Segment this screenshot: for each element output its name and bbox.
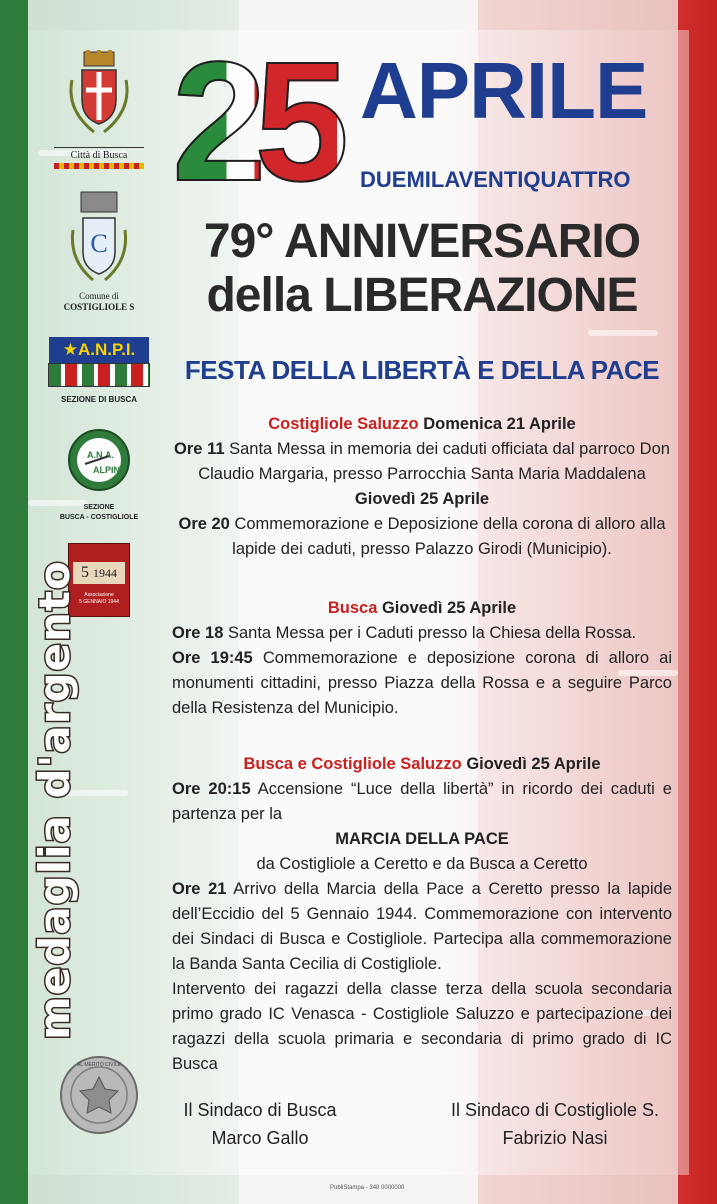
- alpini-caption-2: BUSCA - COSTIGLIOLE: [59, 514, 139, 521]
- section3-time2: Ore 21: [172, 880, 227, 898]
- section1-time2: Ore 20: [178, 515, 230, 533]
- gennaio-number: 5: [81, 564, 89, 581]
- section3-text3: Intervento dei ragazzi della classe terza della scuola secondaria primo grado IC Venasca - Costigliole Saluzzo e partecipazione dei ragazzi della scuola primaria e secondaria di primo grado di IC Busca: [172, 980, 672, 1073]
- section2-time1: Ore 18: [172, 624, 224, 642]
- signature-left-name: Marco Gallo: [211, 1128, 309, 1148]
- signature-right-name: Fabrizio Nasi: [502, 1128, 608, 1148]
- marcia-title: MARCIA DELLA PACE: [335, 830, 509, 848]
- anpi-label: ★A.N.P.I.: [49, 337, 149, 363]
- section2-text1: Santa Messa per i Caduti presso la Chiesa della Rossa.: [227, 624, 637, 642]
- silver-medal-icon: [59, 1055, 139, 1135]
- anpi-logo: [44, 337, 154, 405]
- section3-place: Busca e Costigliole Saluzzo: [243, 755, 462, 773]
- alpini-a: A.N.A.: [87, 450, 114, 460]
- section1-time1: Ore 11: [174, 440, 225, 458]
- busca-caption: Città di Busca: [70, 150, 128, 161]
- section-costigliole: [172, 412, 672, 562]
- merito-civile-coin: [44, 1055, 154, 1140]
- anniversary-title: [172, 215, 672, 323]
- section2-time2: Ore 19:45: [172, 649, 253, 667]
- anniversary-line-1: 79° ANNIVERSARIO: [203, 215, 641, 268]
- section1-date: Domenica 21 Aprile: [423, 415, 576, 433]
- section3-text2: Arrivo della Marcia della Pace a Ceretto presso la lapide dell’Eccidio del 5 Gennaio 1944. Commemorazione con intervento dei Sindaci di Busca e Costigliole. Partecipa alla commemorazione la Banda Santa Cecilia di Costigliole.: [172, 880, 672, 973]
- section-busca-costigliole: [172, 752, 672, 1077]
- alpini-caption-1: SEZIONE: [83, 504, 115, 511]
- svg-text:C: C: [90, 229, 108, 258]
- section-busca: [172, 596, 672, 721]
- day-number: 25: [172, 27, 338, 217]
- anniversary-line-2: della LIBERAZIONE: [206, 269, 638, 322]
- printer-credit: PubliStampa - 348 0000000: [330, 1185, 405, 1191]
- month-title: APRILE: [360, 46, 648, 135]
- section1-place: Costigliole Saluzzo: [268, 415, 419, 433]
- festa-subtitle: FESTA DELLA LIBERTÀ E DELLA PACE: [184, 355, 660, 385]
- section3-text1: Accensione “Luce della libertà” in ricordo dei caduti e partenza per la: [172, 780, 672, 823]
- crown-shield-icon: [64, 50, 134, 140]
- section2-place: Busca: [327, 599, 378, 617]
- alpini-badge-icon: [67, 428, 131, 492]
- signature-right-title: Il Sindaco di Costigliole S.: [450, 1100, 660, 1120]
- costigliole-coat-of-arms: [44, 190, 154, 313]
- anpi-caption: SEZIONE DI BUSCA: [60, 395, 137, 404]
- signature-busca: [140, 1096, 380, 1152]
- costigliole-caption-1: Comune di: [79, 291, 119, 301]
- section1-text2: Commemorazione e Deposizione della corona di alloro alla lapide dei caduti, presso Palazzo Girodi (Municipio).: [232, 515, 666, 558]
- medaglia-argento-text: [30, 890, 70, 1040]
- section2-date: Giovedì 25 Aprile: [381, 599, 517, 617]
- alpini-b: ALPINI: [93, 465, 123, 475]
- marcia-subtitle: da Costigliole a Ceretto e da Busca a Ceretto: [256, 855, 588, 873]
- busca-coat-of-arms: [44, 50, 154, 169]
- section3-date: Giovedì 25 Aprile: [466, 755, 601, 773]
- anpi-flag-stripes: [48, 363, 150, 387]
- year-text: DUEMILAVENTIQUATTRO: [360, 167, 631, 192]
- coin-text: AL MERITO CIVILE: [77, 1062, 121, 1068]
- section1-date2: Giovedì 25 Aprile: [354, 490, 490, 508]
- gennaio-caption-2: 5 GENNAIO 1944: [79, 599, 119, 605]
- signature-costigliole: [435, 1096, 675, 1152]
- gennaio-caption-1: Associazione: [84, 592, 114, 598]
- section3-time1: Ore 20:15: [172, 780, 251, 798]
- section1-text1: Santa Messa in memoria dei caduti officiata dal parroco Don Claudio Margaria, presso Parrocchia Santa Maria Maddalena: [198, 440, 670, 483]
- gennaio-year: 1944: [93, 566, 117, 580]
- signature-left-title: Il Sindaco di Busca: [183, 1100, 337, 1120]
- alpini-logo: [44, 428, 154, 523]
- costigliole-caption-2: COSTIGLIOLE S: [63, 302, 135, 312]
- crowned-c-shield-icon: [69, 190, 129, 286]
- section2-text2: Commemorazione e deposizione corona di alloro ai monumenti cittadini, presso Piazza della Rossa e a seguire Parco della Resistenza del Municipio.: [172, 649, 672, 717]
